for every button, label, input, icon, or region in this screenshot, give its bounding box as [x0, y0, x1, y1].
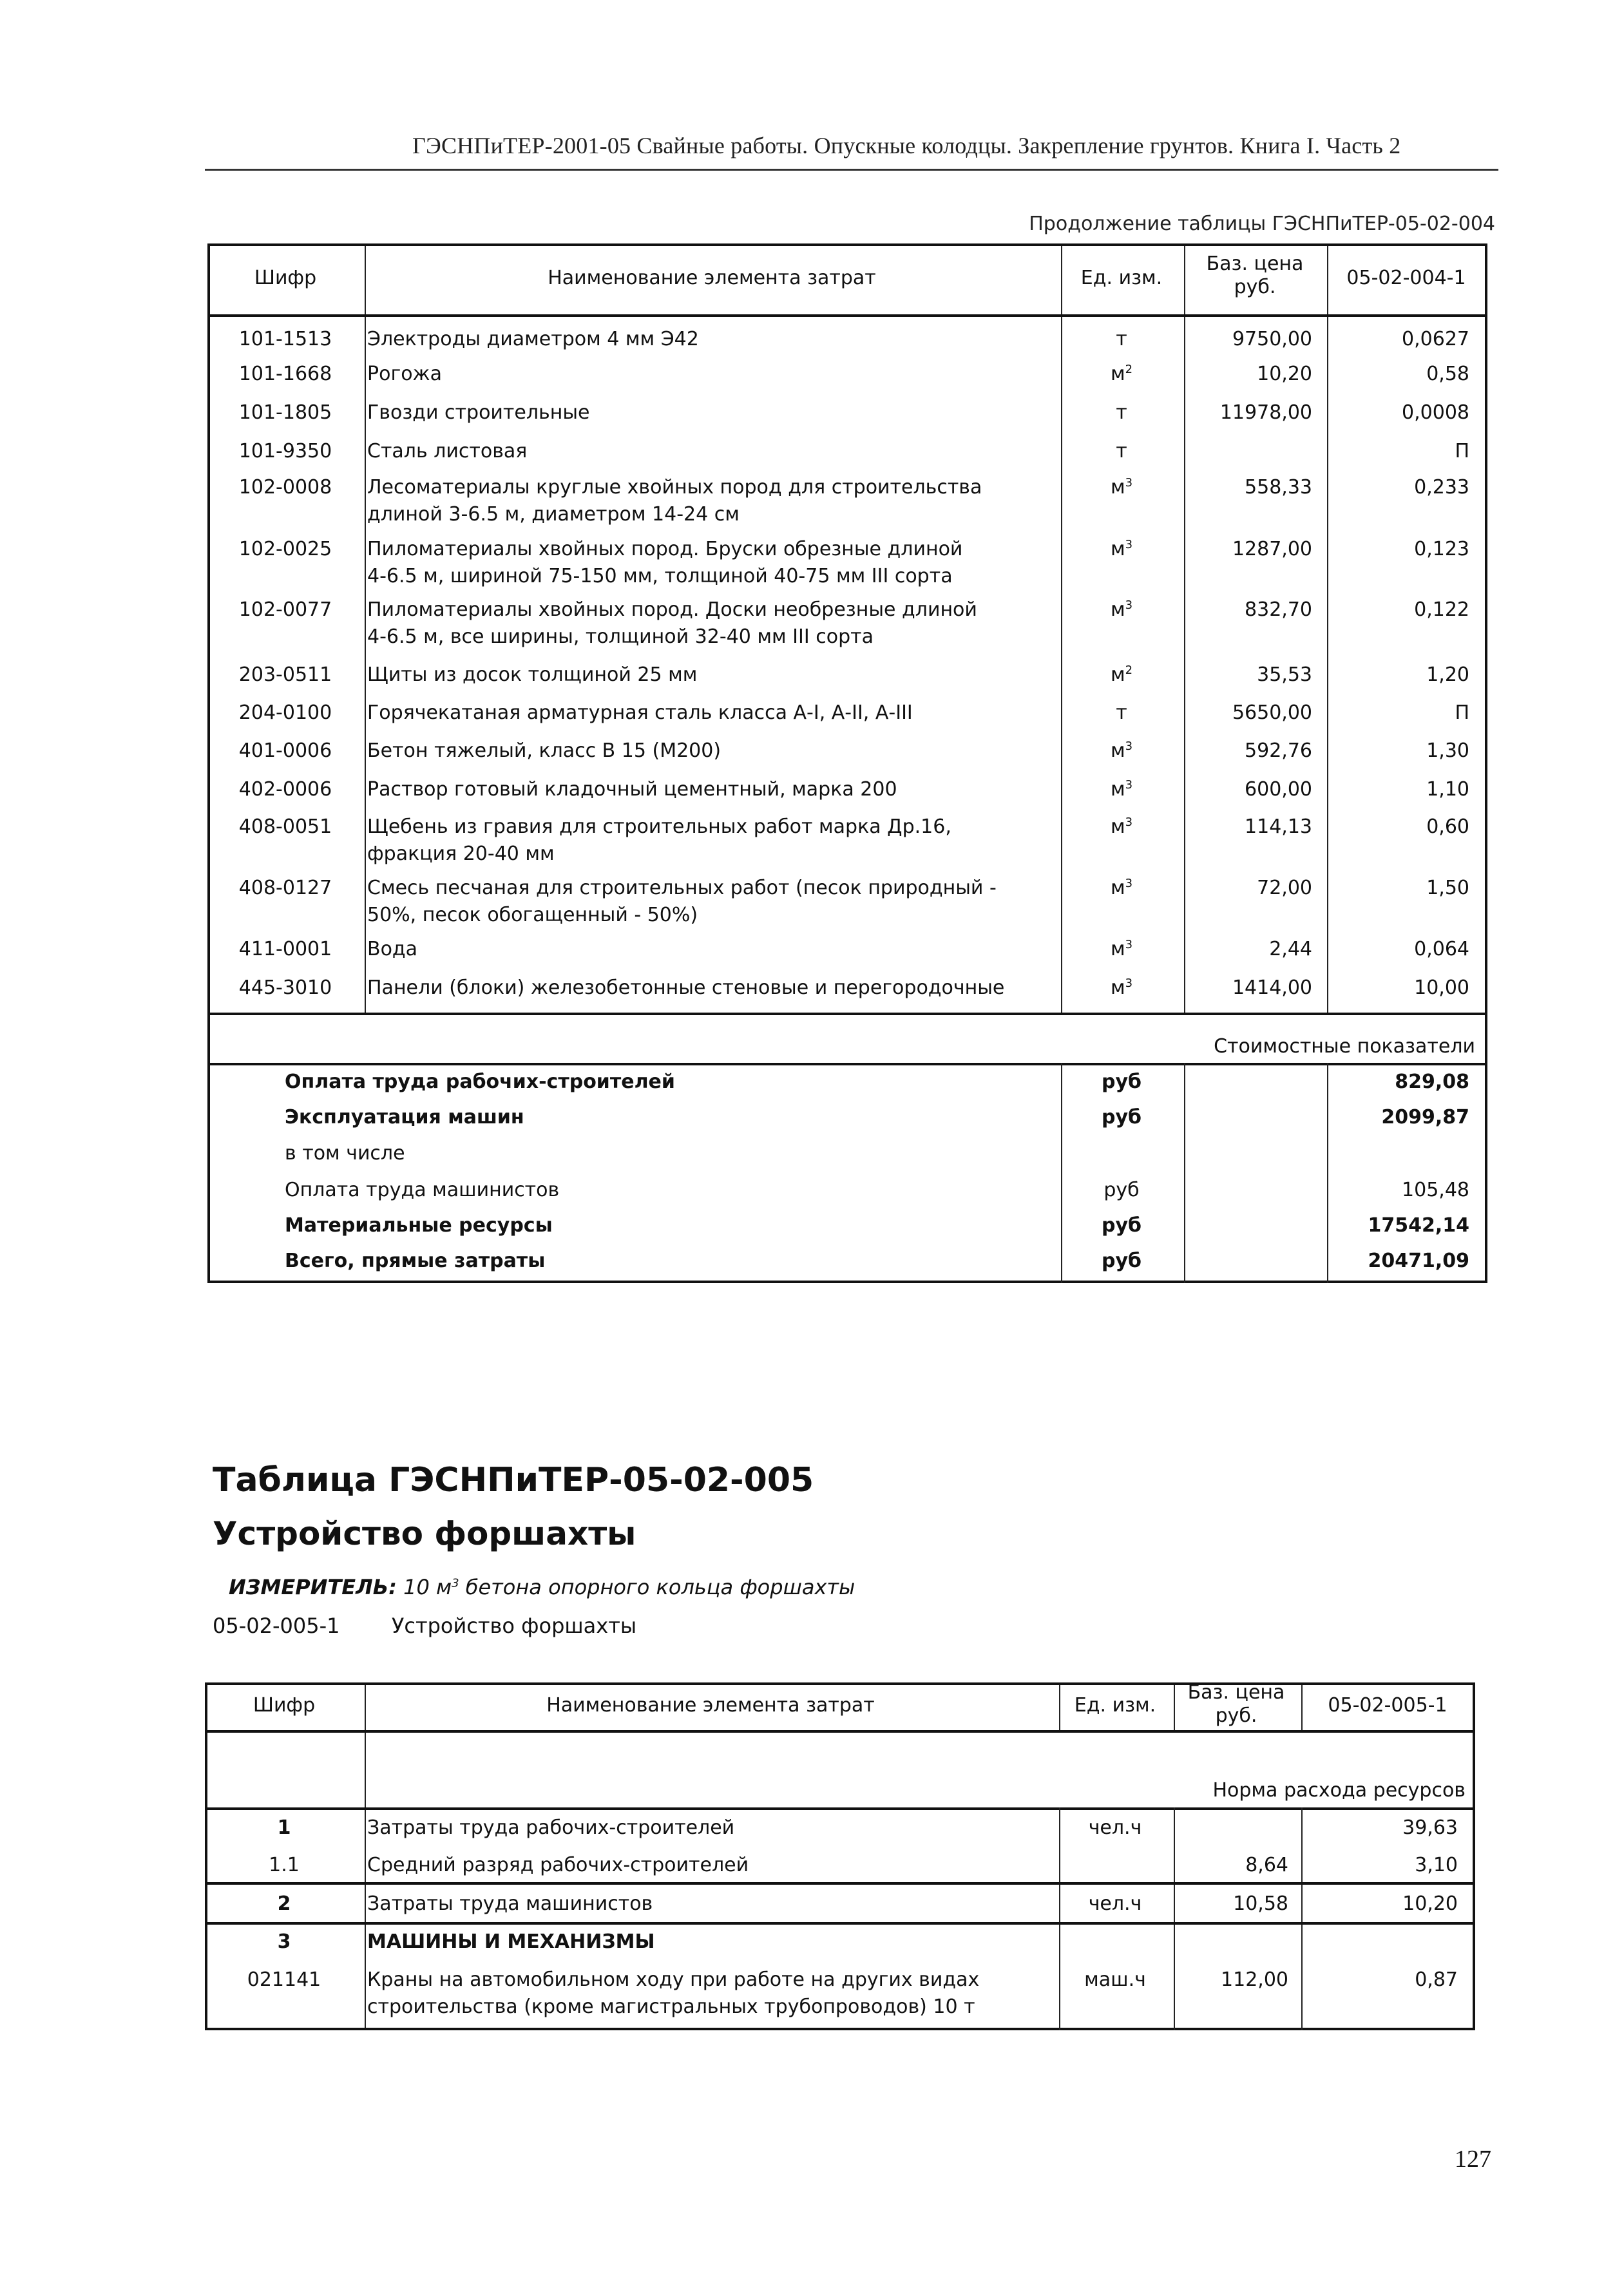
- cell-norm: 10,00: [1414, 977, 1469, 999]
- cell-price: 2,44: [1269, 938, 1312, 960]
- page-number: 127: [1455, 2146, 1491, 2173]
- cell-unit: [1060, 975, 1183, 1001]
- cell-name: Пиломатериалы хвойных пород. Бруски обрезные длиной: [367, 538, 963, 560]
- cell-unit: чел.ч: [1088, 1892, 1142, 1915]
- cell-norm: 39,63: [1402, 1816, 1458, 1839]
- cell-code: 445-3010: [238, 977, 332, 999]
- cell-unit: [1060, 875, 1183, 901]
- summary-unit: руб: [1102, 1250, 1142, 1272]
- summary-unit: руб: [1102, 1106, 1142, 1129]
- row-group-divider: [207, 1882, 1473, 1885]
- column-header-code: Шифр: [254, 267, 317, 289]
- column-header-price: [1172, 1681, 1300, 1728]
- cell-norm: 0,0627: [1402, 328, 1469, 350]
- cell-norm: 1,30: [1426, 739, 1469, 762]
- cell-norm: П: [1455, 440, 1469, 462]
- section-divider: [210, 1013, 1485, 1015]
- cell-unit: [1060, 439, 1183, 464]
- cell-name: Щебень из гравия для строительных работ марка Др.16,: [367, 815, 951, 838]
- cell-price: 558,33: [1245, 476, 1312, 499]
- summary-value: 829,08: [1395, 1071, 1469, 1093]
- cell-unit-text: м: [1110, 977, 1125, 999]
- cell-price: 114,13: [1245, 815, 1312, 838]
- cell-code: 101-1513: [238, 328, 332, 350]
- summary-unit: руб: [1102, 1071, 1142, 1093]
- cell-unit-text: м: [1110, 778, 1125, 801]
- cell-code: 021141: [247, 1968, 321, 1991]
- cell-code: 203-0511: [238, 663, 332, 686]
- summary-value: 20471,09: [1368, 1250, 1469, 1272]
- cell-unit-text: м: [1110, 476, 1125, 499]
- column-divider: [365, 1685, 366, 2028]
- cell-unit-text: м: [1110, 815, 1125, 838]
- summary-label: Оплата труда машинистов: [285, 1179, 560, 1201]
- cell-name: Пиломатериалы хвойных пород. Доски необрезные длиной: [367, 598, 977, 621]
- section-divider: [210, 1063, 1485, 1065]
- cell-unit-sup: 3: [1125, 877, 1133, 890]
- cell-name: Гвозди строительные: [367, 401, 590, 424]
- column-header-unit: Ед. изм.: [1074, 1694, 1156, 1717]
- cell-norm: 0,122: [1414, 598, 1469, 621]
- cell-name: Затраты труда машинистов: [367, 1892, 653, 1915]
- cell-norm: П: [1455, 701, 1469, 724]
- cell-code: 102-0008: [238, 476, 332, 499]
- column-header-code: Шифр: [253, 1694, 316, 1717]
- cell-code: 101-1805: [238, 401, 332, 424]
- cell-price: 11978,00: [1219, 401, 1312, 424]
- cell-unit-text: м: [1110, 739, 1125, 762]
- summary-unit: руб: [1102, 1214, 1142, 1237]
- column-header-name: Наименование элемента затрат: [546, 1694, 875, 1717]
- cell-norm: 0,064: [1414, 938, 1469, 960]
- cell-unit: [1060, 777, 1183, 803]
- meter-value-pre: 10 м: [403, 1575, 452, 1599]
- cell-name: Горячекатаная арматурная сталь класса А-I, А-II, А-III: [367, 701, 913, 724]
- cell-code: 101-1668: [238, 363, 332, 385]
- meter-line: [229, 1575, 855, 1599]
- cell-name: Бетон тяжелый, класс В 15 (М200): [367, 739, 721, 762]
- cell-name: 50%, песок обогащенный - 50%): [367, 904, 698, 926]
- cell-norm: 0,233: [1414, 476, 1469, 499]
- summary-value: 17542,14: [1368, 1214, 1469, 1237]
- table-subtitle: Устройство форшахты: [213, 1515, 636, 1552]
- cell-code: 1: [277, 1816, 291, 1839]
- cell-unit-sup: 3: [1125, 598, 1133, 612]
- cell-price: 592,76: [1245, 739, 1312, 762]
- summary-value: 105,48: [1402, 1179, 1469, 1201]
- cell-norm: 0,60: [1426, 815, 1469, 838]
- summary-label: Всего, прямые затраты: [285, 1250, 546, 1272]
- summary-label: в том числе: [285, 1142, 405, 1165]
- cell-unit-sup: 3: [1125, 739, 1133, 753]
- cell-name: 4-6.5 м, все ширины, толщиной 32-40 мм III сорта: [367, 625, 874, 648]
- cell-price: 10,20: [1257, 363, 1312, 385]
- cell-unit-text: т: [1116, 401, 1127, 424]
- subcode-line: [213, 1614, 636, 1638]
- cell-name: Рогожа: [367, 363, 442, 385]
- column-header-name: Наименование элемента затрат: [548, 267, 876, 289]
- header-divider: [205, 169, 1498, 171]
- cell-norm: 1,10: [1426, 778, 1469, 801]
- cell-name: 4-6.5 м, шириной 75-150 мм, толщиной 40-75 мм III сорта: [367, 565, 953, 587]
- cell-unit-sup: 3: [1125, 538, 1133, 551]
- meter-value-post: бетона опорного кольца форшахты: [459, 1575, 855, 1599]
- cell-unit-text: м: [1110, 363, 1125, 385]
- cell-price: 72,00: [1257, 877, 1312, 899]
- cell-price: 1414,00: [1232, 977, 1312, 999]
- cell-unit-sup: 3: [1125, 977, 1133, 990]
- cell-price: 1287,00: [1232, 538, 1312, 560]
- cell-name: Краны на автомобильном ходу при работе на других видах: [367, 1968, 980, 1991]
- cell-code: 2: [277, 1892, 291, 1915]
- cell-price: 112,00: [1221, 1968, 1288, 1991]
- cell-code: 102-0025: [238, 538, 332, 560]
- cell-code: 402-0006: [238, 778, 332, 801]
- cell-code: 408-0127: [238, 877, 332, 899]
- cell-unit: [1060, 327, 1183, 352]
- cell-name: Смесь песчаная для строительных работ (песок природный -: [367, 877, 997, 899]
- cell-unit-sup: 3: [1125, 815, 1133, 829]
- column-header-price: [1183, 252, 1326, 299]
- cell-unit: чел.ч: [1088, 1816, 1142, 1839]
- cell-unit: [1060, 475, 1183, 500]
- column-divider: [1174, 1807, 1175, 2030]
- summary-value: 2099,87: [1381, 1106, 1469, 1129]
- cell-unit-sup: 2: [1125, 363, 1133, 376]
- subcode-name: Устройство форшахты: [391, 1614, 637, 1638]
- cell-norm: 0,0008: [1402, 401, 1469, 424]
- cell-unit-sup: 3: [1125, 938, 1133, 951]
- table-title: Таблица ГЭСНПиТЕР-05-02-005: [213, 1461, 814, 1500]
- cell-name: Вода: [367, 938, 418, 960]
- cell-name: Электроды диаметром 4 мм Э42: [367, 328, 699, 350]
- cell-unit-sup: 2: [1125, 663, 1133, 677]
- row-group-divider: [207, 1922, 1473, 1925]
- cell-code: 102-0077: [238, 598, 332, 621]
- cell-name: Панели (блоки) железобетонные стеновые и перегородочные: [367, 977, 1005, 999]
- cell-unit-text: м: [1110, 538, 1125, 560]
- cell-name: Затраты труда рабочих-строителей: [367, 1816, 735, 1839]
- cost-section-label: Стоимостные показатели: [1214, 1035, 1475, 1058]
- header-divider: [210, 314, 1485, 317]
- cell-name: Раствор готовый кладочный цементный, марка 200: [367, 778, 897, 801]
- cell-unit-text: м: [1110, 663, 1125, 686]
- cell-unit-text: т: [1116, 701, 1127, 724]
- cell-code: 101-9350: [238, 440, 332, 462]
- subcode: 05-02-005-1: [213, 1614, 340, 1638]
- column-header-price-line1: Баз. цена: [1206, 252, 1304, 275]
- cell-norm: 0,87: [1415, 1968, 1458, 1991]
- cell-name: Щиты из досок толщиной 25 мм: [367, 663, 698, 686]
- cell-code: 401-0006: [238, 739, 332, 762]
- cell-name: Лесоматериалы круглые хвойных пород для строительства: [367, 476, 982, 499]
- cell-price: 9750,00: [1232, 328, 1312, 350]
- cell-price: 10,58: [1233, 1892, 1288, 1915]
- cell-code: 408-0051: [238, 815, 332, 838]
- cell-unit-text: т: [1116, 440, 1127, 462]
- cell-norm: 1,50: [1426, 877, 1469, 899]
- cell-norm: 1,20: [1426, 663, 1469, 686]
- header-divider: [207, 1730, 1473, 1733]
- cell-unit: [1060, 662, 1183, 688]
- cell-price: 5650,00: [1232, 701, 1312, 724]
- column-header-price-line2: руб.: [1234, 276, 1276, 298]
- cell-unit: [1060, 700, 1183, 726]
- cell-code: 204-0100: [238, 701, 332, 724]
- cell-unit-text: м: [1110, 877, 1125, 899]
- cell-norm: 3,10: [1415, 1854, 1458, 1876]
- column-header-norm: 05-02-005-1: [1328, 1694, 1447, 1717]
- cell-name: длиной 3-6.5 м, диаметром 14-24 см: [367, 503, 740, 526]
- cell-norm: 0,123: [1414, 538, 1469, 560]
- summary-label: Материальные ресурсы: [285, 1214, 553, 1237]
- column-header-price-line1: Баз. цена: [1187, 1681, 1285, 1704]
- cell-unit: [1060, 597, 1183, 623]
- cell-unit: [1060, 814, 1183, 840]
- cell-code: 411-0001: [238, 938, 332, 960]
- norm-section-label: Норма расхода ресурсов: [1212, 1779, 1466, 1802]
- cell-unit: [1060, 537, 1183, 562]
- column-divider: [1184, 1063, 1185, 1283]
- cell-unit-sup: 3: [1125, 476, 1133, 490]
- running-header: ГЭСНПиТЕР-2001-05 Свайные работы. Опускные колодцы. Закрепление грунтов. Книга I. Часть 2: [412, 133, 1401, 158]
- cell-name: Сталь листовая: [367, 440, 528, 462]
- cell-unit-sup: 3: [1125, 778, 1133, 792]
- cell-unit-text: м: [1110, 598, 1125, 621]
- cell-unit: [1060, 361, 1183, 387]
- cell-price: 832,70: [1245, 598, 1312, 621]
- section-divider: [207, 1807, 1473, 1810]
- meter-value-sup: 3: [452, 1576, 459, 1590]
- cell-norm: 10,20: [1402, 1892, 1458, 1915]
- summary-unit: руб: [1103, 1179, 1140, 1201]
- summary-label: Эксплуатация машин: [285, 1106, 524, 1129]
- cell-code: 1.1: [269, 1854, 300, 1876]
- summary-label: Оплата труда рабочих-строителей: [285, 1071, 675, 1093]
- cell-norm: 0,58: [1426, 363, 1469, 385]
- cell-name: фракция 20-40 мм: [367, 843, 555, 865]
- column-header-price-line2: руб.: [1215, 1704, 1257, 1727]
- cell-price: 600,00: [1245, 778, 1312, 801]
- cell-unit: [1060, 738, 1183, 764]
- cell-unit-text: т: [1116, 328, 1127, 350]
- cell-unit: [1060, 400, 1183, 426]
- cell-name: МАШИНЫ И МЕХАНИЗМЫ: [367, 1930, 655, 1953]
- table-continuation-label: Продолжение таблицы ГЭСНПиТЕР-05-02-004: [1029, 213, 1495, 235]
- cell-unit-text: м: [1110, 938, 1125, 960]
- meter-label: ИЗМЕРИТЕЛЬ:: [229, 1575, 397, 1599]
- cell-price: 35,53: [1257, 663, 1312, 686]
- column-header-unit: Ед. изм.: [1080, 267, 1163, 289]
- column-header-norm: 05-02-004-1: [1346, 267, 1466, 289]
- cell-name: строительства (кроме магистральных трубопроводов) 10 т: [367, 1996, 975, 2018]
- cell-unit: маш.ч: [1084, 1968, 1146, 1991]
- cell-name: Средний разряд рабочих-строителей: [367, 1854, 749, 1876]
- column-divider: [365, 246, 366, 1014]
- cell-price: 8,64: [1245, 1854, 1288, 1876]
- cell-code: 3: [277, 1930, 291, 1953]
- cell-unit: [1060, 937, 1183, 962]
